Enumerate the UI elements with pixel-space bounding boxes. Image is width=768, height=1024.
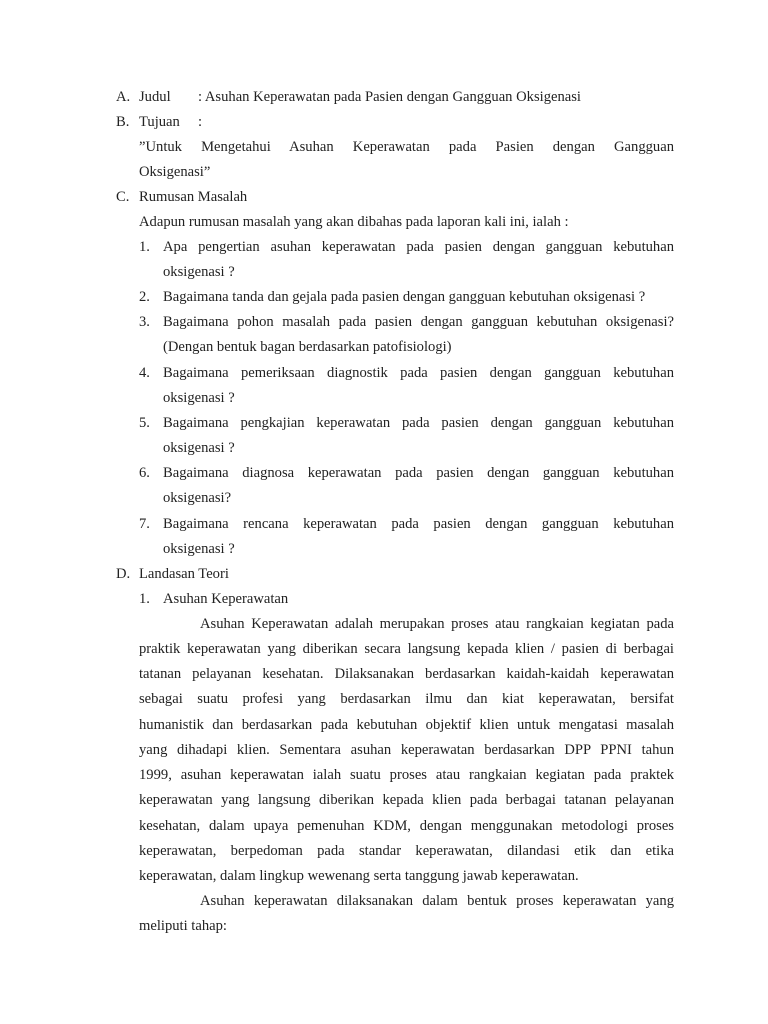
section-b-text-line2: Oksigenasi” — [139, 164, 211, 180]
section-a-label: Judul — [139, 89, 171, 105]
section-b-text-line1: ”Untuk Mengetahui Asuhan Keperawatan pada Pasien dengan Gangguan — [139, 139, 674, 155]
question-text-cont: (Dengan bentuk bagan berdasarkan patofisiologi) — [163, 339, 452, 355]
paragraph-line: keperawatan yang langsung diberikan kepada klien pada berbagai tatanan pelayanan — [139, 792, 674, 808]
section-a-letter: A. — [116, 89, 131, 105]
question-text-cont: oksigenasi ? — [163, 264, 235, 280]
question-text: Bagaimana pengkajian keperawatan pada pasien dengan gangguan kebutuhan — [163, 415, 674, 431]
paragraph-line: yang dihadapi klien. Sementara asuhan keperawatan berdasarkan DPP PPNI tahun — [139, 742, 674, 758]
subsection-number: 1. — [139, 591, 150, 607]
paragraph-line: kesehatan, dalam upaya pemenuhan KDM, dengan menggunakan metodologi proses — [139, 818, 674, 834]
question-text-cont: oksigenasi ? — [163, 541, 235, 557]
section-c-letter: C. — [116, 189, 130, 205]
question-text-cont: oksigenasi ? — [163, 440, 235, 456]
paragraph-line: sebagai suatu profesi yang berdasarkan ilmu dan kiat keperawatan, bersifat — [139, 691, 674, 707]
question-text: Bagaimana diagnosa keperawatan pada pasien dengan gangguan kebutuhan — [163, 465, 674, 481]
question-number: 2. — [139, 289, 150, 305]
section-b-letter: B. — [116, 114, 130, 130]
section-d-title: Landasan Teori — [139, 566, 229, 582]
question-number: 4. — [139, 365, 150, 381]
paragraph-line: keperawatan, berpedoman pada standar keperawatan, dilandasi etik dan etika — [139, 843, 674, 859]
subsection-title: Asuhan Keperawatan — [163, 591, 289, 607]
question-number: 1. — [139, 239, 150, 255]
question-number: 6. — [139, 465, 150, 481]
paragraph-line: Asuhan keperawatan dilaksanakan dalam bentuk proses keperawatan yang — [200, 893, 674, 909]
question-number: 7. — [139, 516, 150, 532]
section-c-title: Rumusan Masalah — [139, 189, 248, 205]
paragraph-line: tatanan pelayanan kesehatan. Dilaksanakan berdasarkan kaidah-kaidah keperawatan — [139, 666, 674, 682]
question-text-cont: oksigenasi ? — [163, 390, 235, 406]
question-text: Bagaimana rencana keperawatan pada pasien dengan gangguan kebutuhan — [163, 516, 674, 532]
paragraph-line: humanistik dan berdasarkan pada kebutuhan objektif klien untuk mengatasi masalah — [139, 717, 674, 733]
paragraph-line: keperawatan, dalam lingkup wewenang serta tanggung jawab keperawatan. — [139, 868, 579, 884]
question-number: 3. — [139, 314, 150, 330]
section-d-letter: D. — [116, 566, 131, 582]
section-b-colon: : — [198, 114, 203, 130]
question-text: Bagaimana pohon masalah pada pasien dengan gangguan kebutuhan oksigenasi? — [163, 314, 674, 330]
section-c-intro: Adapun rumusan masalah yang akan dibahas pada laporan kali ini, ialah : — [139, 214, 569, 230]
question-number: 5. — [139, 415, 150, 431]
section-a-value: : Asuhan Keperawatan pada Pasien dengan Gangguan Oksigenasi — [198, 89, 581, 105]
question-text: Apa pengertian asuhan keperawatan pada pasien dengan gangguan kebutuhan — [163, 239, 674, 255]
question-text: Bagaimana pemeriksaan diagnostik pada pasien dengan gangguan kebutuhan — [163, 365, 674, 381]
paragraph-line: 1999, asuhan keperawatan ialah suatu proses atau rangkaian kegiatan pada praktek — [139, 767, 674, 783]
question-text: Bagaimana tanda dan gejala pada pasien dengan gangguan kebutuhan oksigenasi ? — [163, 289, 646, 305]
paragraph-line: meliputi tahap: — [139, 918, 227, 934]
section-b-label: Tujuan — [139, 114, 180, 130]
question-text-cont: oksigenasi? — [163, 490, 232, 506]
paragraph-line: praktik keperawatan yang diberikan secara langsung kepada klien / pasien di berbagai — [139, 641, 674, 657]
paragraph-line: Asuhan Keperawatan adalah merupakan proses atau rangkaian kegiatan pada — [200, 616, 674, 632]
